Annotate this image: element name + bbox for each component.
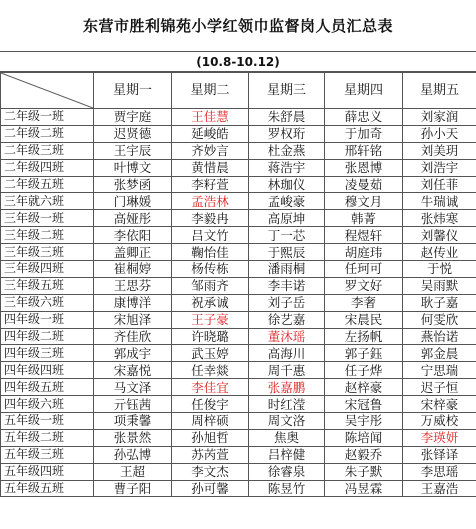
table-body (1, 109, 476, 497)
student-name-cell[interactable]: 张景然 (94, 429, 172, 446)
student-name-cell[interactable]: 李籽萱 (172, 176, 249, 193)
class-name-cell[interactable]: 二年级三班 (1, 142, 94, 159)
student-name-cell[interactable]: 李奢 (325, 294, 403, 311)
sheet-title: 东营市胜利锦苑小学红领巾监督岗人员汇总表 (0, 0, 476, 52)
table-row (1, 244, 476, 261)
student-name-cell[interactable]: 孙弘博 (94, 446, 172, 463)
class-name-cell[interactable]: 五年级二班 (1, 429, 94, 446)
student-name-cell[interactable]: 时红滢 (249, 396, 325, 413)
class-name-cell[interactable]: 五年级三班 (1, 446, 94, 463)
student-name-cell[interactable]: 吴雨默 (403, 277, 476, 294)
student-name-cell[interactable]: 郭成宇 (94, 345, 172, 362)
student-name-cell[interactable]: 邢轩铭 (325, 142, 403, 159)
student-name-cell[interactable]: 王佳慧 (172, 109, 249, 126)
student-name-cell[interactable]: 苏芮萱 (172, 446, 249, 463)
student-name-cell[interactable]: 宋梓豪 (403, 396, 476, 413)
student-name-cell[interactable]: 宋晨民 (325, 311, 403, 328)
table-row (1, 210, 476, 227)
student-name-cell[interactable]: 任幸燚 (172, 362, 249, 379)
class-name-cell[interactable]: 二年级二班 (1, 125, 94, 142)
table-row (1, 159, 476, 176)
student-name-cell[interactable]: 武玉婷 (172, 345, 249, 362)
table-row (1, 328, 476, 345)
student-name-cell[interactable]: 李丰诺 (249, 277, 325, 294)
student-name-cell[interactable]: 徐睿泉 (249, 463, 325, 480)
student-name-cell[interactable]: 刘浩宇 (403, 159, 476, 176)
student-name-cell[interactable]: 齐妙言 (172, 142, 249, 159)
student-name-cell[interactable]: 胡庭玮 (325, 244, 403, 261)
student-name-cell[interactable]: 朱舒晨 (249, 109, 325, 126)
roster-table (0, 72, 476, 497)
student-name-cell[interactable]: 周文洛 (249, 413, 325, 430)
class-name-cell[interactable]: 四年级一班 (1, 311, 94, 328)
student-name-cell[interactable]: 陈培闻 (325, 429, 403, 446)
student-name-cell[interactable]: 何雯欣 (403, 311, 476, 328)
student-name-cell[interactable]: 高娅彤 (94, 210, 172, 227)
student-name-cell[interactable]: 凌曼茹 (325, 176, 403, 193)
table-row (1, 294, 476, 311)
student-name-cell[interactable]: 郭金晨 (403, 345, 476, 362)
student-name-cell[interactable]: 宋冠鲁 (325, 396, 403, 413)
student-name-cell[interactable]: 张恩博 (325, 159, 403, 176)
student-name-cell[interactable]: 项秉馨 (94, 413, 172, 430)
student-name-cell[interactable]: 宁思瑞 (403, 362, 476, 379)
class-name-cell[interactable]: 五年级四班 (1, 463, 94, 480)
class-name-cell[interactable]: 五年级五班 (1, 480, 94, 497)
student-name-cell[interactable]: 齐佳欣 (94, 328, 172, 345)
table-row (1, 125, 476, 142)
table-row (1, 311, 476, 328)
student-name-cell[interactable]: 李瑛妍 (403, 429, 476, 446)
student-name-cell[interactable]: 任子烨 (325, 362, 403, 379)
student-name-cell[interactable]: 罗文好 (325, 277, 403, 294)
student-name-cell[interactable]: 张炜寒 (403, 210, 476, 227)
student-name-cell[interactable]: 蒋浩宇 (249, 159, 325, 176)
student-name-cell[interactable]: 徐艺嘉 (249, 311, 325, 328)
class-name-cell[interactable]: 三年就六班 (1, 193, 94, 210)
student-name-cell[interactable]: 崔桐婷 (94, 261, 172, 278)
class-name-cell[interactable]: 二年级五班 (1, 176, 94, 193)
day-header: 星期五 (403, 73, 476, 109)
student-name-cell[interactable]: 吕文竹 (172, 227, 249, 244)
class-name-cell[interactable]: 四年级二班 (1, 328, 94, 345)
student-name-cell[interactable]: 杜金燕 (249, 142, 325, 159)
student-name-cell[interactable]: 吴宇彤 (325, 413, 403, 430)
class-name-cell[interactable]: 四年级六班 (1, 396, 94, 413)
student-name-cell[interactable]: 左扬帆 (325, 328, 403, 345)
class-name-cell[interactable]: 二年级四班 (1, 159, 94, 176)
class-name-cell[interactable]: 二年级一班 (1, 109, 94, 126)
day-header: 星期三 (249, 73, 325, 109)
student-name-cell[interactable]: 叶博文 (94, 159, 172, 176)
student-name-cell[interactable]: 李思瑶 (403, 463, 476, 480)
student-name-cell[interactable]: 薛忠义 (325, 109, 403, 126)
table-row (1, 227, 476, 244)
student-name-cell[interactable]: 刘子岳 (249, 294, 325, 311)
table-row (1, 109, 476, 126)
student-name-cell[interactable]: 刘馨仪 (403, 227, 476, 244)
student-name-cell[interactable]: 鞠怡佳 (172, 244, 249, 261)
student-name-cell[interactable]: 宋嘉悦 (94, 362, 172, 379)
table-row (1, 379, 476, 396)
student-name-cell[interactable]: 孟浩林 (172, 193, 249, 210)
student-name-cell[interactable]: 周千惠 (249, 362, 325, 379)
student-name-cell[interactable]: 张铎译 (403, 446, 476, 463)
student-name-cell[interactable]: 耿子嘉 (403, 294, 476, 311)
student-name-cell[interactable]: 延峻皓 (172, 125, 249, 142)
table-row (1, 142, 476, 159)
student-name-cell[interactable]: 康博洋 (94, 294, 172, 311)
student-name-cell[interactable]: 于悦 (403, 261, 476, 278)
student-name-cell[interactable]: 张梦函 (94, 176, 172, 193)
student-name-cell[interactable]: 王超 (94, 463, 172, 480)
class-name-cell[interactable]: 四年级四班 (1, 362, 94, 379)
student-name-cell[interactable]: 刘美玥 (403, 142, 476, 159)
student-name-cell[interactable]: 祝承诚 (172, 294, 249, 311)
student-name-cell[interactable]: 赵梓豪 (325, 379, 403, 396)
student-name-cell[interactable]: 林珈仪 (249, 176, 325, 193)
student-name-cell[interactable]: 朱子默 (325, 463, 403, 480)
student-name-cell[interactable]: 门琳媛 (94, 193, 172, 210)
table-row (1, 446, 476, 463)
student-name-cell[interactable]: 盖卿正 (94, 244, 172, 261)
student-name-cell[interactable]: 王宇辰 (94, 142, 172, 159)
student-name-cell[interactable]: 程煜轩 (325, 227, 403, 244)
student-name-cell[interactable]: 贾宇庭 (94, 109, 172, 126)
student-name-cell[interactable]: 于熙辰 (249, 244, 325, 261)
student-name-cell[interactable]: 宋旭泽 (94, 311, 172, 328)
student-name-cell[interactable]: 孙可馨 (172, 480, 249, 497)
student-name-cell[interactable]: 刘任菲 (403, 176, 476, 193)
class-name-cell[interactable]: 三年级六班 (1, 294, 94, 311)
student-name-cell[interactable]: 王子豪 (172, 311, 249, 328)
student-name-cell[interactable]: 董沐瑶 (249, 328, 325, 345)
student-name-cell[interactable]: 高海川 (249, 345, 325, 362)
table-row (1, 277, 476, 294)
student-name-cell[interactable]: 李佳宜 (172, 379, 249, 396)
student-name-cell[interactable]: 丁一芯 (249, 227, 325, 244)
day-header: 星期一 (94, 73, 172, 109)
corner-cell (1, 73, 94, 109)
class-name-cell[interactable]: 四年级五班 (1, 379, 94, 396)
class-name-cell[interactable]: 四年级三班 (1, 345, 94, 362)
table-row (1, 193, 476, 210)
student-name-cell[interactable]: 马文泽 (94, 379, 172, 396)
student-name-cell[interactable]: 王思芬 (94, 277, 172, 294)
student-name-cell[interactable]: 于加奇 (325, 125, 403, 142)
student-name-cell[interactable]: 焦奥 (249, 429, 325, 446)
student-name-cell[interactable]: 李毅冉 (172, 210, 249, 227)
student-name-cell[interactable]: 孟峻豪 (249, 193, 325, 210)
student-name-cell[interactable]: 任珂可 (325, 261, 403, 278)
class-name-cell[interactable]: 五年级一班 (1, 413, 94, 430)
student-name-cell[interactable]: 郭子鈺 (325, 345, 403, 362)
student-name-cell[interactable]: 孙小天 (403, 125, 476, 142)
date-range: (10.8-10.12) (0, 52, 476, 72)
table-row (1, 176, 476, 193)
class-name-cell[interactable]: 三年级一班 (1, 210, 94, 227)
student-name-cell[interactable]: 陈昱竹 (249, 480, 325, 497)
student-name-cell[interactable]: 高原坤 (249, 210, 325, 227)
student-name-cell[interactable]: 周梓硕 (172, 413, 249, 430)
class-name-cell[interactable]: 三年级五班 (1, 277, 94, 294)
diagonal-line (1, 73, 93, 108)
student-name-cell[interactable]: 冯昱霖 (325, 480, 403, 497)
student-name-cell[interactable]: 亓钰茜 (94, 396, 172, 413)
student-name-cell[interactable]: 曹子阳 (94, 480, 172, 497)
student-name-cell[interactable]: 任俊宇 (172, 396, 249, 413)
table-row (1, 345, 476, 362)
student-name-cell[interactable]: 潘雨桐 (249, 261, 325, 278)
day-header: 星期四 (325, 73, 403, 109)
day-header: 星期二 (172, 73, 249, 109)
table-row (1, 413, 476, 430)
student-name-cell[interactable]: 杨传栋 (172, 261, 249, 278)
table-row (1, 261, 476, 278)
student-name-cell[interactable]: 燕怡诺 (403, 328, 476, 345)
class-name-cell[interactable]: 三年级三班 (1, 244, 94, 261)
table-row (1, 463, 476, 480)
student-name-cell[interactable]: 黄惜晨 (172, 159, 249, 176)
student-name-cell[interactable]: 万威校 (403, 413, 476, 430)
table-row (1, 480, 476, 497)
student-name-cell[interactable]: 许晓璐 (172, 328, 249, 345)
header-row (1, 73, 476, 109)
class-name-cell[interactable]: 三年级四班 (1, 261, 94, 278)
student-name-cell[interactable]: 迟子恒 (403, 379, 476, 396)
student-name-cell[interactable]: 孙旭哲 (172, 429, 249, 446)
table-row (1, 396, 476, 413)
student-name-cell[interactable]: 吕梓健 (249, 446, 325, 463)
student-name-cell[interactable]: 迟贤德 (94, 125, 172, 142)
student-name-cell[interactable]: 韩菁 (325, 210, 403, 227)
student-name-cell[interactable]: 刘家润 (403, 109, 476, 126)
student-name-cell[interactable]: 赵传业 (403, 244, 476, 261)
table-row (1, 429, 476, 446)
class-name-cell[interactable]: 三年级二班 (1, 227, 94, 244)
table-row (1, 362, 476, 379)
student-name-cell[interactable]: 邹雨齐 (172, 277, 249, 294)
student-name-cell[interactable]: 牛瑞诚 (403, 193, 476, 210)
student-name-cell[interactable]: 李依阳 (94, 227, 172, 244)
student-name-cell[interactable]: 赵毅乔 (325, 446, 403, 463)
student-name-cell[interactable]: 张嘉鹏 (249, 379, 325, 396)
student-name-cell[interactable]: 穆文月 (325, 193, 403, 210)
student-name-cell[interactable]: 李文杰 (172, 463, 249, 480)
student-name-cell[interactable]: 罗权珩 (249, 125, 325, 142)
student-name-cell[interactable]: 王嘉浩 (403, 480, 476, 497)
